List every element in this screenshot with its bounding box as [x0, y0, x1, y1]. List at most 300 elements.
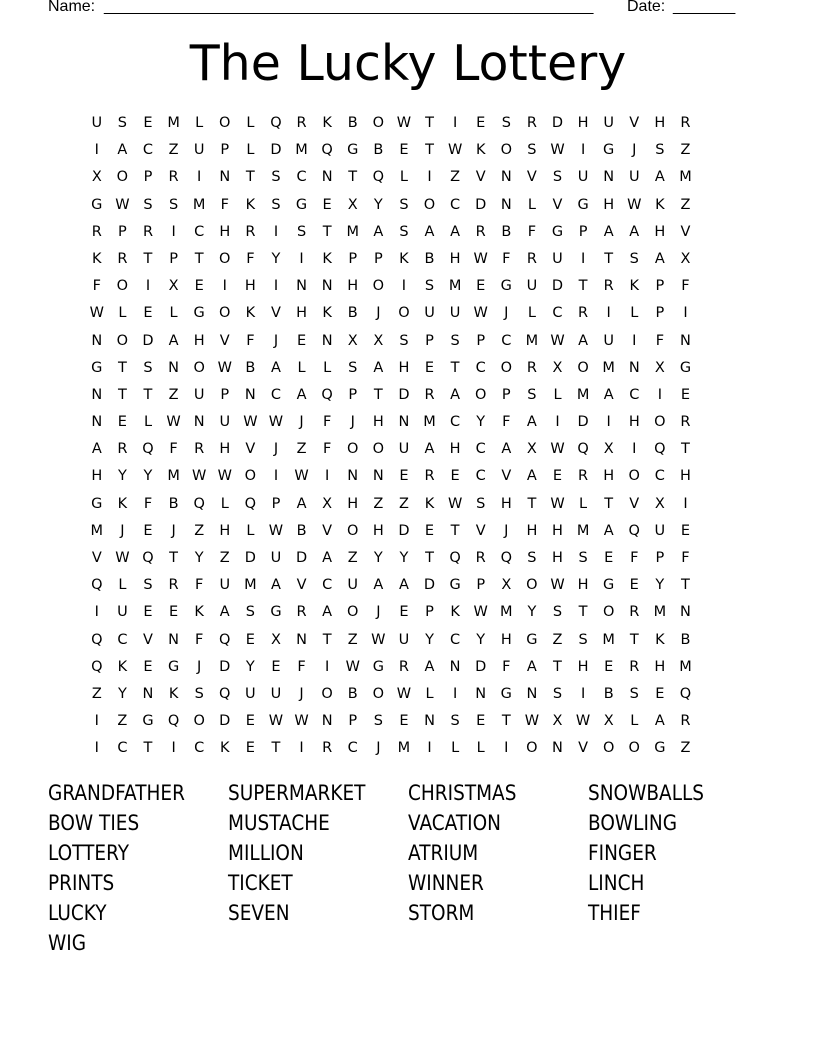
- grid-letter: M: [576, 386, 590, 403]
- grid-letter: Y: [271, 250, 281, 267]
- grid-letter: U: [347, 577, 359, 594]
- grid-letter: H: [526, 522, 538, 539]
- grid-letter: T: [143, 740, 153, 757]
- grid-letter: Z: [347, 631, 358, 648]
- grid-row: [84, 627, 698, 654]
- grid-letter: H: [577, 115, 589, 131]
- grid-letter: R: [296, 115, 307, 131]
- grid-letter: H: [347, 495, 359, 512]
- grid-letter: D: [475, 658, 487, 675]
- grid-letter: W: [396, 685, 412, 702]
- grid-letter: V: [322, 522, 333, 539]
- grid-letter: S: [552, 604, 563, 621]
- grid-letter: E: [399, 142, 409, 159]
- grid-letter: P: [655, 278, 665, 295]
- grid-letter: I: [580, 250, 586, 267]
- grid-letter: Z: [373, 495, 384, 512]
- grid-letter: C: [270, 386, 282, 403]
- grid-letter: M: [244, 577, 257, 594]
- grid-letter: E: [143, 658, 153, 675]
- word-list-item: LUCKY: [48, 901, 107, 925]
- grid-letter: U: [654, 522, 666, 539]
- grid-letter: R: [578, 468, 589, 485]
- grid-letter: D: [398, 522, 410, 539]
- grid-letter: Q: [193, 495, 205, 512]
- grid-letter: R: [91, 223, 102, 240]
- grid-letter: A: [654, 250, 665, 267]
- grid-letter: Z: [680, 142, 691, 159]
- grid-letter: H: [244, 278, 256, 295]
- grid-letter: E: [194, 278, 204, 295]
- grid-letter: L: [425, 685, 434, 702]
- grid-letter: N: [500, 169, 512, 186]
- grid-letter: K: [450, 604, 460, 621]
- grid-letter: Q: [142, 550, 154, 566]
- grid-letter: R: [680, 414, 691, 431]
- grid-letter: F: [143, 495, 153, 512]
- grid-letter: Y: [194, 550, 204, 566]
- grid-letter: E: [680, 522, 691, 539]
- grid-letter: X: [322, 495, 333, 512]
- grid-letter: Q: [628, 522, 640, 539]
- grid-letter: B: [603, 685, 614, 702]
- grid-letter: N: [398, 414, 410, 431]
- word-list-item: BOW TIES: [48, 811, 140, 835]
- grid-letter: H: [219, 522, 231, 539]
- grid-letter: U: [603, 332, 614, 349]
- grid-letter: Y: [373, 550, 383, 566]
- grid-letter: T: [553, 658, 562, 675]
- grid-letter: R: [680, 115, 691, 131]
- grid-letter: P: [220, 142, 230, 159]
- grid-letter: I: [325, 658, 330, 675]
- grid-letter: X: [347, 196, 358, 213]
- grid-letter: X: [501, 577, 512, 594]
- grid-letter: R: [526, 250, 537, 267]
- grid-letter: G: [372, 658, 384, 675]
- grid-letter: G: [193, 305, 205, 322]
- grid-letter: J: [197, 658, 202, 675]
- grid-letter: F: [502, 414, 511, 431]
- grid-letter: I: [657, 386, 662, 403]
- grid-letter: W: [550, 142, 565, 159]
- grid-letter: G: [500, 685, 512, 702]
- grid-letter: I: [145, 278, 151, 295]
- grid-letter: O: [577, 359, 589, 376]
- grid-letter: B: [296, 522, 307, 539]
- grid-letter: I: [94, 604, 99, 621]
- grid-letter: L: [323, 359, 332, 376]
- grid-letter: U: [245, 685, 256, 702]
- grid-letter: V: [629, 115, 640, 131]
- grid-letter: O: [500, 359, 512, 376]
- grid-letter: S: [373, 713, 383, 730]
- grid-letter: G: [603, 577, 615, 594]
- grid-letter: M: [167, 115, 180, 131]
- word-list-item: VACATION: [408, 811, 502, 835]
- grid-letter: K: [168, 685, 179, 702]
- grid-letter: G: [91, 196, 103, 213]
- grid-letter: N: [680, 332, 691, 349]
- grid-letter: D: [551, 115, 564, 131]
- grid-letter: A: [578, 332, 589, 349]
- grid-letter: R: [117, 250, 128, 267]
- grid-letter: E: [655, 685, 665, 702]
- word-list-item: LINCH: [588, 871, 645, 895]
- grid-letter: A: [117, 142, 128, 159]
- grid-letter: A: [450, 223, 461, 240]
- grid-row: [84, 708, 698, 735]
- grid-letter: J: [273, 332, 279, 349]
- grid-letter: P: [348, 713, 358, 730]
- grid-letter: S: [117, 115, 127, 131]
- grid-letter: T: [348, 169, 358, 186]
- grid-letter: B: [245, 359, 256, 376]
- grid-letter: A: [424, 223, 435, 240]
- grid-letter: E: [680, 386, 691, 403]
- grid-letter: L: [527, 196, 536, 213]
- grid-letter: U: [219, 577, 231, 594]
- grid-letter: F: [681, 550, 690, 566]
- grid-letter: N: [193, 414, 205, 431]
- grid-letter: U: [628, 169, 640, 186]
- grid-letter: H: [680, 468, 691, 485]
- grid-letter: C: [475, 359, 486, 376]
- grid-letter: G: [270, 604, 282, 621]
- grid-letter: I: [606, 305, 611, 322]
- name-date-line: [48, 0, 768, 18]
- grid-letter: K: [92, 250, 102, 267]
- grid-letter: E: [271, 658, 281, 675]
- grid-letter: W: [627, 196, 642, 213]
- grid-letter: H: [372, 414, 384, 431]
- grid-letter: G: [449, 577, 461, 594]
- grid-letter: K: [475, 142, 486, 159]
- grid-letter: F: [502, 658, 511, 675]
- grid-letter: R: [629, 604, 640, 621]
- grid-letter: S: [245, 604, 255, 621]
- grid-letter: O: [372, 115, 385, 131]
- grid-letter: K: [399, 250, 409, 267]
- grid-letter: E: [322, 196, 332, 213]
- grid-letter: D: [577, 414, 589, 431]
- grid-letter: N: [347, 468, 359, 485]
- grid-letter: J: [299, 685, 304, 702]
- grid-letter: J: [350, 414, 355, 431]
- grid-letter: I: [171, 740, 176, 757]
- word-list-item: MUSTACHE: [228, 811, 330, 835]
- grid-letter: S: [578, 550, 588, 566]
- grid-letter: S: [629, 250, 639, 267]
- grid-row: [84, 463, 698, 490]
- grid-letter: U: [219, 414, 231, 431]
- grid-letter: X: [552, 359, 563, 376]
- grid-letter: W: [524, 713, 540, 730]
- grid-letter: A: [603, 386, 614, 403]
- grid-letter: O: [526, 577, 538, 594]
- grid-letter: D: [475, 196, 487, 213]
- grid-letter: T: [117, 386, 127, 403]
- grid-letter: L: [527, 305, 536, 322]
- grid-letter: L: [143, 414, 153, 431]
- grid-letter: I: [427, 740, 432, 757]
- grid-letter: V: [552, 196, 563, 213]
- grid-row: [84, 382, 698, 409]
- grid-letter: T: [604, 495, 614, 512]
- grid-letter: S: [399, 332, 409, 349]
- grid-letter: W: [371, 631, 386, 648]
- grid-letter: Z: [552, 631, 563, 648]
- grid-letter: W: [243, 414, 258, 431]
- grid-letter: Z: [194, 522, 205, 539]
- grid-letter: O: [372, 685, 385, 702]
- grid-letter: T: [425, 550, 434, 566]
- grid-letter: U: [193, 386, 205, 403]
- grid-letter: B: [347, 115, 358, 131]
- grid-letter: U: [91, 115, 103, 131]
- grid-letter: H: [193, 332, 205, 349]
- grid-letter: H: [372, 522, 384, 539]
- grid-letter: E: [552, 468, 563, 485]
- grid-letter: Z: [168, 386, 179, 403]
- grid-letter: P: [425, 332, 434, 349]
- grid-letter: B: [424, 250, 435, 267]
- grid-letter: Z: [296, 441, 307, 458]
- grid-letter: W: [447, 142, 463, 159]
- grid-letter: M: [192, 196, 206, 213]
- grid-letter: E: [143, 604, 153, 621]
- grid-letter: U: [270, 550, 282, 566]
- grid-letter: N: [321, 278, 333, 295]
- grid-letter: H: [654, 658, 666, 675]
- grid-letter: C: [322, 577, 333, 594]
- grid-letter: O: [347, 522, 359, 539]
- grid-letter: A: [322, 550, 333, 566]
- grid-row: [84, 654, 698, 681]
- grid-letter: G: [679, 359, 692, 376]
- grid-letter: L: [195, 115, 204, 131]
- word-list-item: BOWLING: [588, 811, 678, 835]
- grid-letter: H: [577, 658, 589, 675]
- grid-row: [84, 491, 698, 518]
- grid-letter: T: [373, 386, 383, 403]
- grid-letter: T: [322, 631, 332, 648]
- grid-letter: B: [168, 495, 179, 512]
- grid-letter: G: [347, 142, 359, 159]
- grid-letter: N: [244, 386, 256, 403]
- grid-letter: I: [427, 169, 432, 186]
- grid-letter: A: [603, 223, 614, 240]
- grid-letter: F: [527, 223, 537, 240]
- grid-letter: S: [552, 685, 563, 702]
- grid-letter: X: [654, 359, 665, 376]
- grid-letter: P: [655, 550, 665, 566]
- grid-letter: X: [168, 278, 179, 295]
- grid-letter: C: [629, 386, 640, 403]
- grid-letter: A: [526, 468, 537, 485]
- grid-letter: V: [680, 223, 691, 240]
- grid-letter: W: [268, 414, 284, 431]
- grid-letter: Y: [117, 468, 127, 485]
- grid-letter: J: [632, 142, 637, 159]
- grid-letter: A: [526, 414, 537, 431]
- grid-letter: I: [94, 740, 99, 757]
- grid-letter: O: [244, 468, 257, 485]
- grid-letter: O: [347, 604, 359, 621]
- grid-letter: E: [245, 631, 255, 648]
- grid-letter: F: [322, 441, 332, 458]
- grid-letter: B: [680, 631, 691, 648]
- grid-row: [84, 328, 698, 355]
- grid-letter: E: [399, 468, 409, 485]
- grid-letter: M: [576, 522, 590, 539]
- grid-letter: F: [246, 332, 255, 349]
- grid-letter: V: [578, 740, 589, 757]
- word-list-item: MILLION: [228, 841, 304, 865]
- grid-letter: R: [398, 658, 409, 675]
- grid-letter: E: [424, 522, 435, 539]
- grid-letter: U: [552, 250, 563, 267]
- grid-letter: K: [117, 495, 128, 512]
- grid-letter: V: [475, 522, 486, 539]
- grid-letter: P: [425, 604, 434, 621]
- grid-letter: S: [143, 359, 153, 376]
- grid-letter: L: [246, 142, 255, 159]
- grid-letter: G: [91, 359, 103, 376]
- word-list-item: SEVEN: [228, 901, 290, 925]
- grid-letter: P: [373, 250, 383, 267]
- word-list-item: WINNER: [408, 871, 484, 895]
- grid-letter: U: [398, 631, 410, 648]
- grid-letter: C: [501, 332, 512, 349]
- grid-letter: Q: [321, 386, 333, 403]
- grid-letter: M: [679, 658, 692, 675]
- grid-letter: I: [580, 685, 586, 702]
- grid-letter: P: [220, 386, 230, 403]
- grid-letter: W: [115, 196, 130, 213]
- grid-letter: C: [194, 223, 205, 240]
- grid-letter: I: [632, 332, 637, 349]
- grid-letter: R: [629, 658, 640, 675]
- grid-letter: N: [603, 169, 615, 186]
- grid-letter: O: [347, 441, 359, 458]
- grid-letter: B: [373, 142, 384, 159]
- grid-letter: N: [91, 332, 103, 349]
- grid-row: [84, 355, 698, 382]
- grid-letter: T: [527, 495, 537, 512]
- grid-letter: Q: [577, 441, 589, 458]
- grid-letter: Q: [219, 631, 231, 648]
- grid-letter: E: [604, 658, 614, 675]
- grid-letter: E: [168, 604, 179, 621]
- grid-letter: S: [527, 550, 537, 566]
- grid-letter: H: [449, 250, 461, 267]
- grid-letter: U: [424, 305, 435, 322]
- grid-letter: W: [473, 305, 488, 322]
- grid-letter: H: [91, 468, 103, 485]
- grid-letter: N: [500, 196, 512, 213]
- grid-letter: M: [295, 142, 308, 159]
- grid-letter: W: [192, 468, 207, 485]
- grid-letter: F: [681, 278, 690, 295]
- grid-letter: Q: [219, 685, 231, 702]
- grid-letter: R: [526, 115, 537, 131]
- grid-letter: Y: [245, 658, 255, 675]
- grid-letter: C: [475, 468, 486, 485]
- grid-letter: Y: [527, 604, 537, 621]
- grid-row: [84, 545, 698, 572]
- grid-letter: I: [273, 223, 279, 240]
- grid-letter: I: [683, 305, 688, 322]
- grid-letter: S: [552, 169, 563, 186]
- grid-letter: C: [142, 142, 154, 159]
- grid-letter: F: [246, 250, 255, 267]
- grid-letter: J: [504, 522, 509, 539]
- word-list-item: TICKET: [228, 871, 293, 895]
- grid-letter: D: [270, 142, 282, 159]
- grid-letter: R: [194, 441, 205, 458]
- grid-letter: L: [476, 740, 485, 757]
- grid-letter: G: [500, 278, 512, 295]
- grid-letter: H: [449, 441, 461, 458]
- grid-letter: S: [424, 278, 435, 295]
- grid-letter: O: [116, 169, 129, 186]
- grid-letter: F: [655, 332, 665, 349]
- grid-letter: O: [602, 604, 615, 621]
- grid-letter: N: [321, 169, 333, 186]
- grid-letter: B: [347, 685, 358, 702]
- grid-letter: O: [193, 359, 205, 376]
- word-list-item: THIEF: [588, 901, 641, 925]
- grid-letter: A: [424, 658, 435, 675]
- grid-letter: S: [168, 196, 179, 213]
- grid-letter: I: [273, 278, 279, 295]
- grid-letter: H: [398, 359, 410, 376]
- grid-letter: D: [244, 550, 256, 566]
- grid-letter: P: [118, 223, 127, 240]
- grid-letter: J: [120, 522, 125, 539]
- grid-letter: E: [143, 522, 153, 539]
- grid-letter: T: [578, 604, 588, 621]
- grid-letter: S: [450, 713, 460, 730]
- word-list-item: FINGER: [588, 841, 657, 865]
- grid-letter: N: [628, 359, 640, 376]
- grid-letter: K: [245, 305, 256, 322]
- grid-letter: J: [376, 740, 381, 757]
- grid-letter: R: [322, 740, 333, 757]
- grid-letter: Q: [500, 550, 512, 566]
- grid-letter: A: [398, 577, 409, 594]
- grid-letter: S: [296, 223, 307, 240]
- grid-letter: K: [322, 115, 332, 131]
- grid-letter: I: [325, 468, 330, 485]
- grid-letter: V: [475, 169, 486, 186]
- grid-letter: S: [399, 223, 409, 240]
- grid-letter: L: [451, 740, 460, 757]
- grid-letter: Q: [654, 441, 666, 458]
- grid-letter: E: [424, 359, 435, 376]
- grid-letter: Q: [91, 577, 103, 594]
- grid-letter: W: [268, 522, 284, 539]
- grid-letter: Y: [476, 631, 486, 648]
- grid-letter: F: [92, 278, 101, 295]
- grid-letter: M: [90, 522, 104, 539]
- grid-letter: P: [476, 577, 486, 594]
- grid-letter: O: [654, 414, 666, 431]
- grid-letter: O: [602, 740, 615, 757]
- grid-letter: R: [526, 359, 537, 376]
- grid-letter: W: [89, 305, 104, 322]
